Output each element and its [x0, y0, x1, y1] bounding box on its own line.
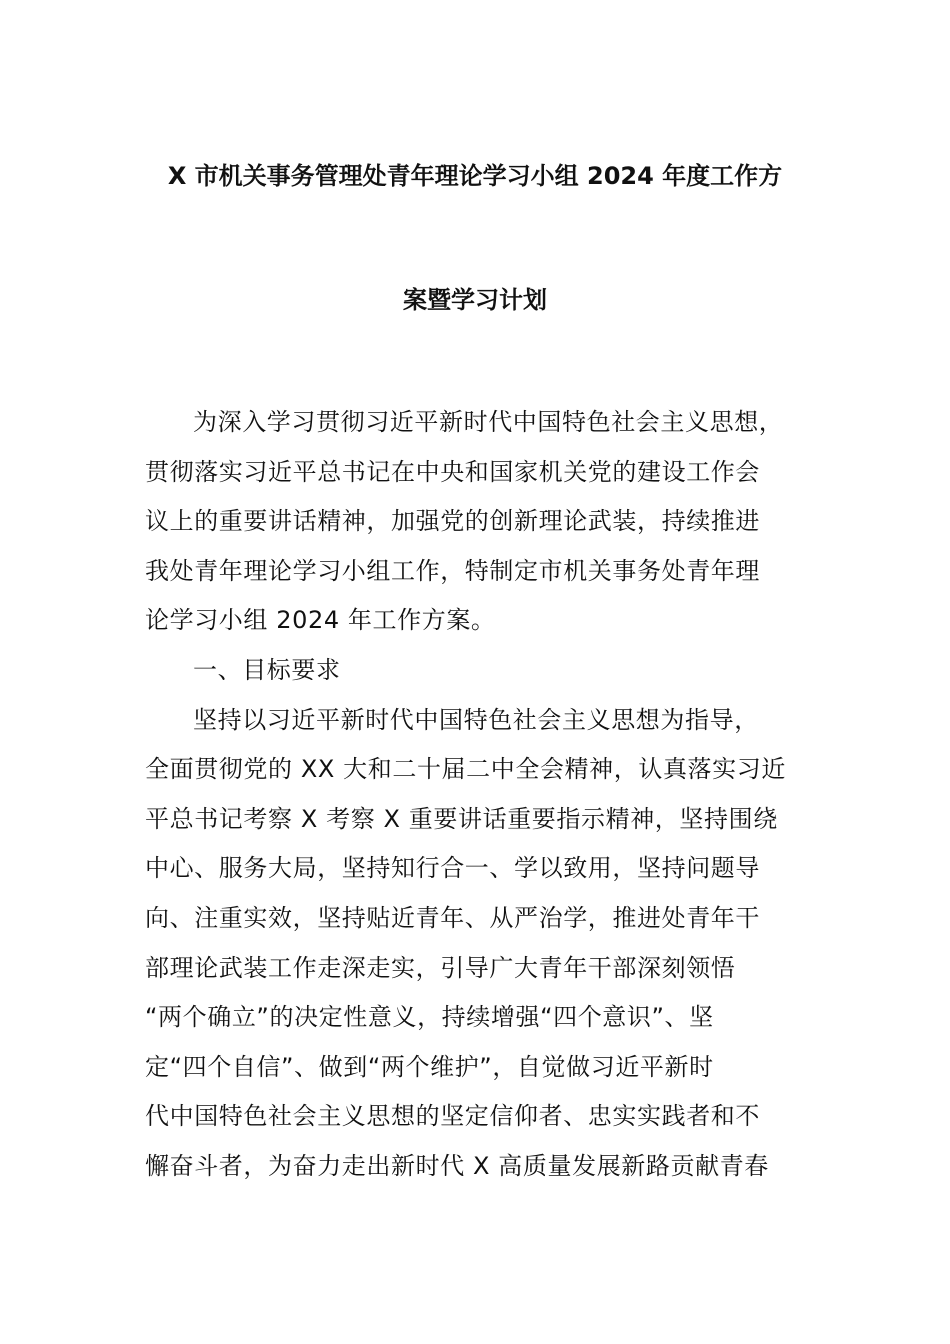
document-body: [145, 398, 835, 1192]
paragraph-line: 代中国特色社会主义思想的坚定信仰者、忠实实践者和不: [145, 1102, 760, 1131]
paragraph-line: 我处青年理论学习小组工作，特制定市机关事务处青年理: [145, 556, 760, 585]
paragraph-line: 贯彻落实习近平总书记在中央和国家机关党的建设工作会: [145, 457, 760, 486]
paragraph-line: 全面贯彻党的 XX 大和二十届二中全会精神，认真落实习近: [145, 755, 786, 784]
paragraph-line: 部理论武装工作走深走实，引导广大青年干部深刻领悟: [145, 953, 736, 982]
paragraph-line: 懈奋斗者，为奋力走出新时代 X 高质量发展新路贡献青春: [145, 1151, 769, 1180]
paragraph-line: 平总书记考察 X 考察 X 重要讲话重要指示精神，坚持围绕: [145, 804, 778, 833]
paragraph-line: 为深入学习贯彻习近平新时代中国特色社会主义思想，: [193, 408, 784, 436]
paragraph-line: 论学习小组 2024 年工作方案。: [145, 606, 496, 635]
document-title-line-2: 案暨学习计划: [403, 286, 547, 314]
paragraph-line: 坚持以习近平新时代中国特色社会主义思想为指导，: [193, 705, 759, 734]
paragraph-line: 中心、服务大局，坚持知行合一、学以致用，坚持问题导: [145, 854, 760, 883]
paragraph-line: 议上的重要讲话精神，加强党的创新理论武装，持续推进: [145, 507, 760, 536]
document-title-line-1: X 市机关事务管理处青年理论学习小组 2024 年度工作方: [167, 162, 783, 190]
section-heading: 一、目标要求: [193, 655, 341, 684]
paragraph-line: 向、注重实效，坚持贴近青年、从严治学，推进处青年干: [145, 903, 760, 932]
paragraph-line: 定“四个自信”、做到“两个维护”，自觉做习近平新时: [145, 1052, 714, 1081]
paragraph-line: “两个确立”的决定性意义，持续增强“四个意识”、坚: [145, 1003, 714, 1032]
